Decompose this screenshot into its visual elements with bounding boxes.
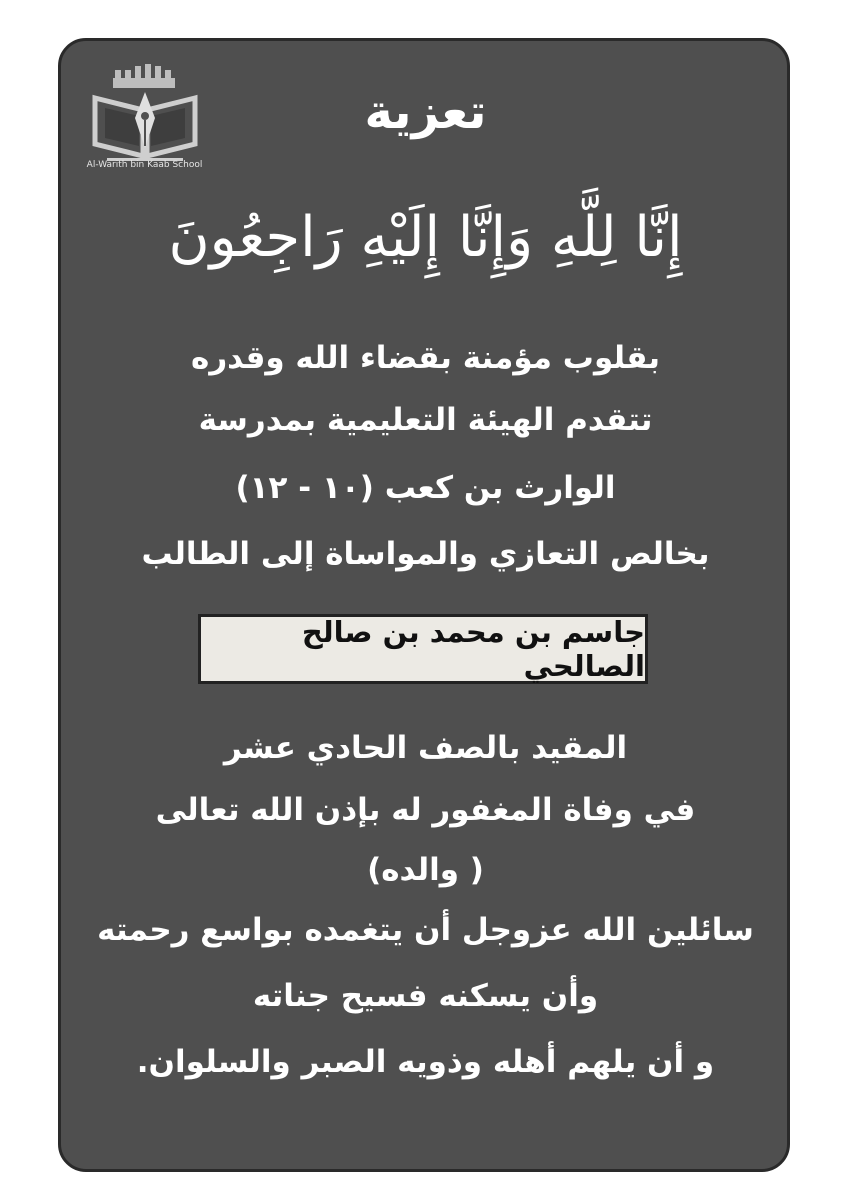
quran-verse: إِنَّا لِلَّهِ وَإِنَّا إِلَيْهِ رَاجِعُونَ bbox=[168, 205, 683, 270]
text-line-6: في وفاة المغفور له بإذن الله تعالى bbox=[155, 792, 696, 828]
text-line-5: المقيد بالصف الحادي عشر bbox=[223, 730, 628, 766]
text-line-7: ( والده) bbox=[367, 852, 484, 888]
text-line-10: و أن يلهم أهله وذويه الصبر والسلوان. bbox=[136, 1044, 715, 1080]
text-line-1: بقلوب مؤمنة بقضاء الله وقدره bbox=[191, 340, 660, 376]
student-name: جاسم بن محمد بن صالح الصالحي bbox=[301, 615, 645, 683]
text-line-3: الوارث بن كعب (١٠ - ١٢) bbox=[235, 470, 616, 506]
text-line-8: سائلين الله عزوجل أن يتغمده بواسع رحمته bbox=[97, 912, 754, 948]
logo-caption: Al-Warith bin Kaab School bbox=[86, 160, 203, 170]
text-line-2: تتقدم الهيئة التعليمية بمدرسة bbox=[198, 402, 653, 438]
text-line-4: بخالص التعازي والمواساة إلى الطالب bbox=[141, 536, 710, 572]
text-line-9: وأن يسكنه فسيح جناته bbox=[252, 978, 599, 1014]
student-name-box bbox=[198, 614, 648, 684]
page-title: تعزية bbox=[364, 84, 487, 140]
